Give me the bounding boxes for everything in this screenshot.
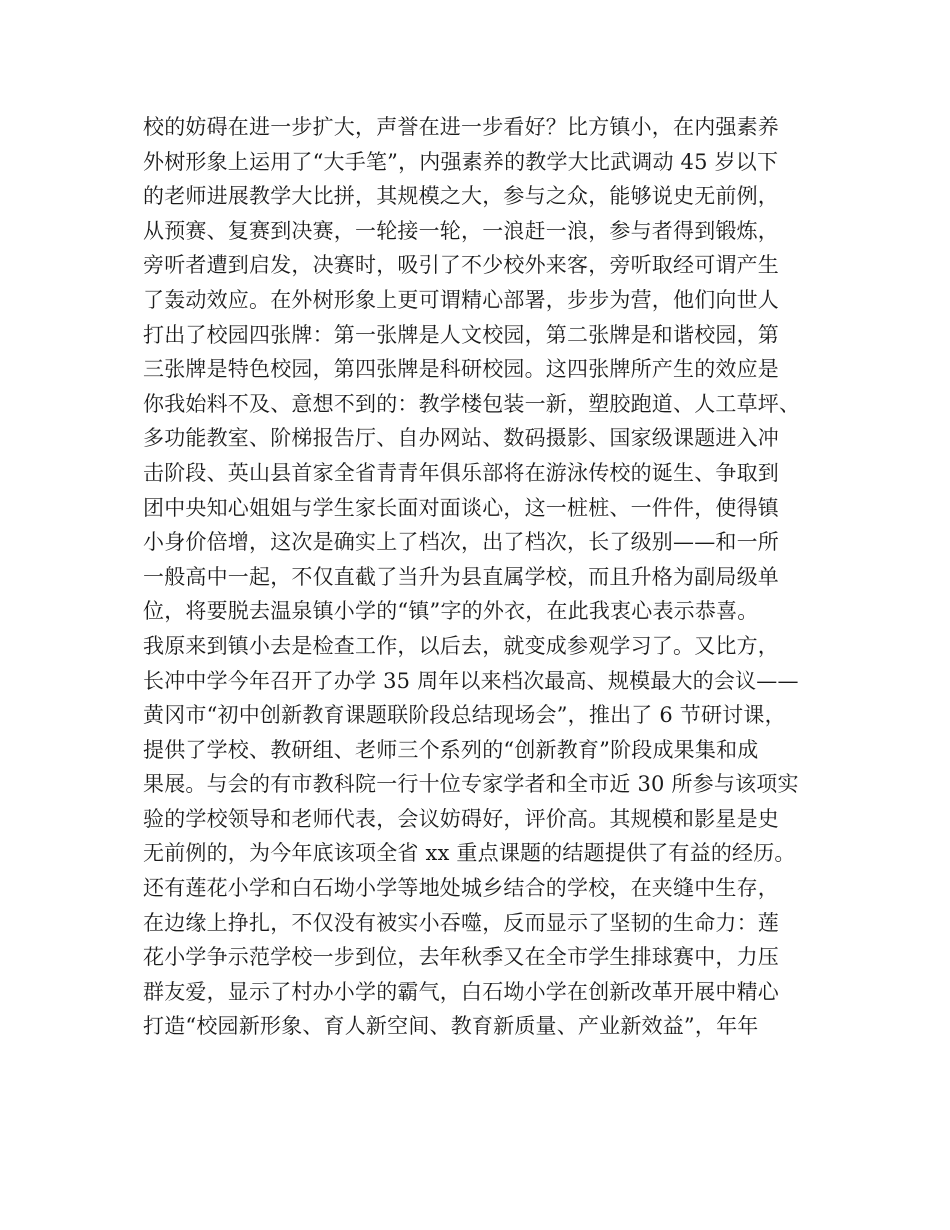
text-line: 我原来到镇小去是检查工作，以后去，就变成参观学习了。又比方，	[143, 633, 779, 658]
text-line: 打造“校园新形象、育人新空间、教育新质量、产业新效益”，年年	[143, 1014, 759, 1039]
body-text	[143, 110, 833, 1044]
text-line: 无前例的，为今年底该项全省 xx 重点课题的结题提供了有益的经历。	[143, 841, 796, 866]
text-line: 提供了学校、教研组、老师三个系列的“创新教育”阶段成果集和成	[143, 737, 759, 762]
text-line: 你我始料不及、意想不到的：教学楼包装一新，塑胶跑道、人工草坪、	[143, 391, 801, 416]
text-line: 还有莲花小学和白石坳小学等地处城乡结合的学校，在夹缝中生存，	[143, 876, 779, 901]
text-line: 了轰动效应。在外树形象上更可谓精心部署，步步为营，他们向世人	[143, 287, 779, 312]
text-line: 位，将要脱去温泉镇小学的“镇”字的外衣，在此我衷心表示恭喜。	[143, 599, 759, 624]
text-line: 在边缘上挣扎，不仅没有被实小吞噬，反而显示了坚韧的生命力：莲	[143, 910, 779, 935]
text-line: 花小学争示范学校一步到位，去年秋季又在全市学生排球赛中，力压	[143, 945, 779, 970]
text-line: 外树形象上运用了“大手笔”，内强素养的教学大比武调动 45 岁以下	[143, 149, 779, 174]
text-line: 从预赛、复赛到决赛，一轮接一轮，一浪赶一浪，参与者得到锻炼，	[143, 218, 779, 243]
text-line: 群友爱，显示了村办小学的霸气，白石坳小学在创新改革开展中精心	[143, 979, 779, 1004]
text-line: 果展。与会的有市教科院一行十位专家学者和全市近 30 所参与该项实	[143, 772, 799, 797]
text-line: 团中央知心姐姐与学生家长面对面谈心，这一桩桩、一件件，使得镇	[143, 495, 779, 520]
text-line: 验的学校领导和老师代表，会议妨碍好，评价高。其规模和影星是史	[143, 806, 779, 831]
text-line: 校的妨碍在进一步扩大，声誉在进一步看好？比方镇小，在内强素养	[143, 115, 779, 139]
text-line: 小身价倍增，这次是确实上了档次，出了档次，长了级别——和一所	[143, 530, 779, 555]
text-line: 击阶段、英山县首家全省青青年俱乐部将在游泳传校的诞生、争取到	[143, 460, 779, 485]
text-line: 长冲中学今年召开了办学 35 周年以来档次最高、规模最大的会议——	[143, 668, 799, 693]
text-line: 打出了校园四张牌：第一张牌是人文校园，第二张牌是和谐校园，第	[143, 322, 779, 347]
text-line: 旁听者遭到启发，决赛时，吸引了不少校外来客，旁听取经可谓产生	[143, 253, 779, 278]
text-line: 多功能教室、阶梯报告厅、自办网站、数码摄影、国家级课题进入冲	[143, 426, 779, 451]
text-line: 的老师进展教学大比拼，其规模之大，参与之众，能够说史无前例，	[143, 184, 779, 209]
text-line: 黄冈市“初中创新教育课题联阶段总结现场会”，推出了 6 节研讨课，	[143, 703, 786, 728]
text-line: 一般高中一起，不仅直截了当升为县直属学校，而且升格为副局级单	[143, 564, 779, 589]
text-line: 三张牌是特色校园，第四张牌是科研校园。这四张牌所产生的效应是	[143, 357, 779, 382]
